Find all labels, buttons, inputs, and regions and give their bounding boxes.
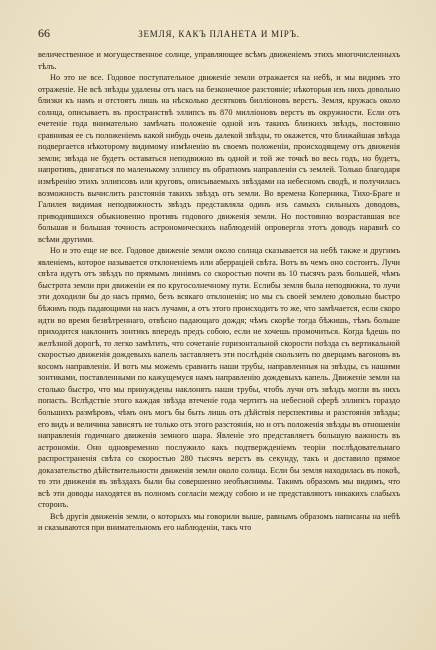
paragraph: Всѣ другія движенія земли, о которыхъ мы говорили выше, равнымъ образомъ написаны на небѣ и сказываются при внимательномъ его наблюденіи, такъ что (38, 511, 400, 533)
page-header (38, 26, 400, 41)
page-number: 66 (38, 26, 50, 40)
running-head: ЗЕМЛЯ, КАКЪ ПЛАНЕТА И МІРЪ. (138, 29, 300, 39)
paragraph: Но это не все. Годовое поступательное движеніе земли отражается на небѣ, и мы видимъ это отраженіе. Не всѣ звѣзды удалены отъ насъ на безконечное разстояніе; нѣкоторыя изъ нихъ довольно близки къ намъ и отстоятъ лишь на нѣсколько десятковъ билліоновъ верстъ. Земля, кружась около солнца, описываетъ въ пространствѣ эллипсъ въ 870 милліоновъ верстъ въ окружности. Если отъ ечетеніе года внимательно замѣчать положеніе одной изъ такихъ близкихъ звѣздъ, постоянно сравнивая ее съ положеніемъ какой нибудь очень далекой звѣзды, то окажется, что ближайшая звѣзда подвергается нѣкоторому видимому измѣненію въ своемъ положеніи, происходящему отъ движенія земли; звѣзда не будетъ оставаться неподвижно въ одной и той же точкѣ во весь годъ, но будетъ, напротивъ, двигаться по маленькому эллипсу въ обратномъ направленіи съ землей. Только благодаря измѣренію этихъ эллипсовъ или круговъ, описываемыхъ звѣздами на небесномъ сводѣ, и получилась возможность вычислить разстоянія такихъ звѣздъ отъ земли. Во времена Коперника, Тихо-Браге и Галилея видимая неподвижность звѣздъ представляла одинъ изъ самыхъ сильныхъ доводовъ, приводившихся обыкновенно противъ годового движенія земли. Но постоянно возраставшая все большая и большая точность астрономическихъ наблюденій опровергла этотъ доводъ наравнѣ со всѣми другими. (38, 73, 400, 244)
paragraph: величественное и могущественное солнце, управляющее всѣмъ движеніемъ этихъ многочисленныхъ тѣлъ. (38, 50, 400, 71)
body-text (38, 49, 400, 534)
paragraph: Но и это еще не все. Годовое движеніе земли около солнца сказывается на небѣ также и другимъ явленіемъ, которое называется отклоненіемъ или аберраціей свѣта. Вотъ въ чемъ оно состоитъ. Лучи свѣта идутъ отъ звѣздъ по прямымъ линіямъ со скоростью почти въ 10 тысячъ разъ большей, чѣмъ быстрота земли при движеніи ея по кругосолнечному пути. Еслибы земля была неподвижна, то лучи эти доходили бы до насъ прямо, безъ всякаго отклоненія; но мы съ своей землею довольно быстро бѣжимъ подъ падающими на насъ лучами, а отъ этого происходитъ то же, что замѣчается, если скоро идти во время безвѣтреннаго, отвѣсно падающаго дождя; чѣмъ скорѣе тогда бѣжишь, тѣмъ больше приходится наклонить зонтикъ впередъ предъ собою, если не хочешь промочиться. Когда ѣдешь по желѣзной дорогѣ, то легко замѣтить, что сочетаніе горизонтальной скорости поѣзда съ вертикальной скоростью движенія дождевыхъ капель заставляетъ эти послѣднія скользить по дверцамъ вагоновъ въ косомъ направленіи. И вотъ мы можемъ сравнить наши трубы, направленныя на звѣзды, съ нашими зонтиками, поставленными по кажущемуся намъ направленію дождевыхъ капель. Движеніе земли на столько быстро, что мы принуждены наклонять наши трубы, чтобъ лучи отъ звѣздъ могли въ нихъ попасть. Вслѣдствіе этого каждая звѣзда втеченіе года чертитъ на небесной сферѣ эллипсъ гораздо большихъ размѣровъ, чѣмъ онъ могъ бы быть лишь отъ дѣйствія перспективы и разстоянія звѣзды; его видъ и величина зависятъ не только отъ этого разстоянія, но и отъ положенія звѣзды въ отношеніи направленія годичнаго движенія земного шара. Явленіе это представляетъ большую важность въ астрономіи. Оно одновременно послужило какъ подтвержденіемъ теоріи послѣдовательнаго распространенія свѣта со скоростью 280 тысячъ верстъ въ секунду, такъ и доставило прямое доказательство дѣйствительности движенія земли около солнца. Если бы земля находилась въ покоѣ, то эти движенія въ звѣздахъ были бы совершенно необъяснимы. Такимъ образомъ мы видимъ, что всѣ эти доводы находятся въ полномъ согласіи между собою и не представляютъ никакихъ слабыхъ сторонъ. (38, 246, 400, 510)
